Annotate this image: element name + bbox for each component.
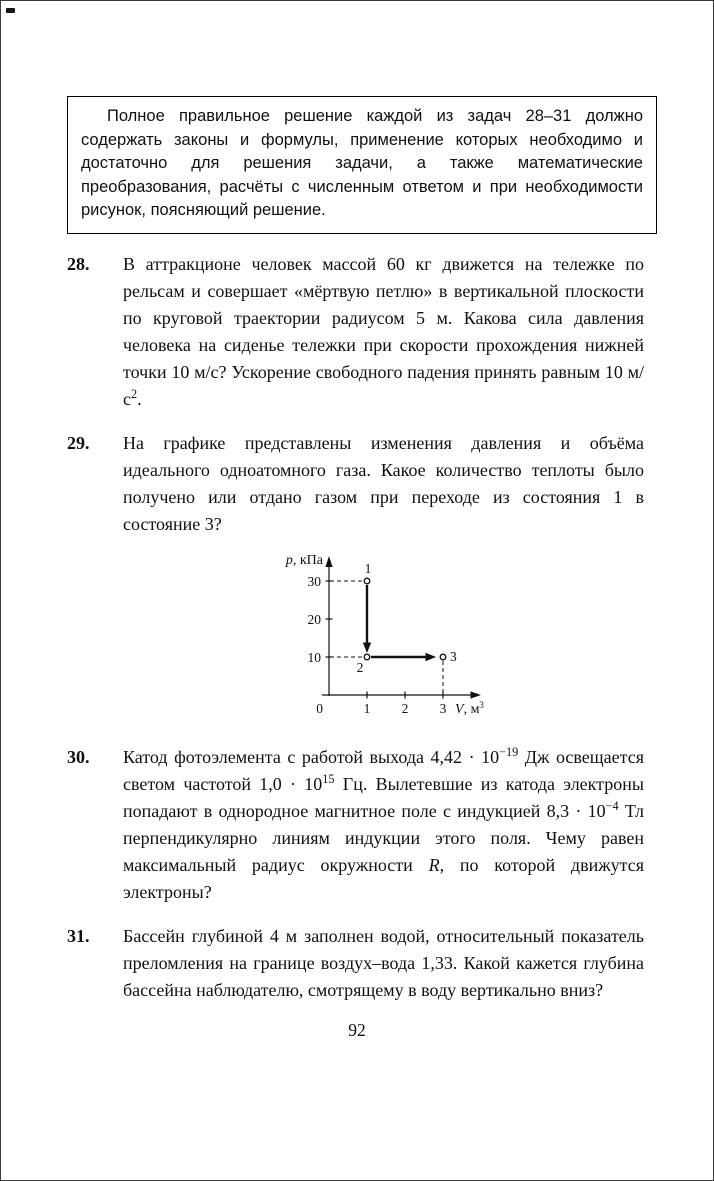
- point-2-label: 2: [356, 659, 364, 675]
- problem-text: Катод фотоэлемента с работой выхода $4,42 \cdot 10^{-19}$ Дж освещается светом частотой $1,0 \cdot 10^{15}$ Гц. Вылетевшие из катода электроны попадают в однородное магнитное поле с индукцией $8,3 \cdot 10^{-4}$ Тл перпендикулярно линиям индукции этого поля. Чему равен максимальный радиус окружности R, по которой движутся электроны?: [123, 744, 644, 902]
- guide-lines: [330, 581, 443, 694]
- y-axis-arrow-icon: [325, 556, 332, 567]
- y-axis-label: p, кПа: [285, 552, 323, 568]
- problem-body: [123, 923, 644, 1004]
- problem-text: В аттракционе человек массой 60 кг движется на тележке по рельсам и совершает «мёртвую петлю» в вертикальной плоскости по круговой траектории радиусом 5 м. Какова сила давления человека на сиденье тележки при скорости прохождения нижней точки 10 м/с? Ускорение свободного падения принять равным 10 $м/с^2$.: [123, 253, 644, 409]
- problem-28: [67, 251, 644, 413]
- problem-29: [67, 430, 644, 727]
- point-3-label: 3: [450, 648, 457, 664]
- arrow-1-2-head-icon: [363, 642, 371, 653]
- problem-body: [123, 744, 644, 906]
- origin-label: 0: [316, 700, 323, 716]
- state-points: [364, 578, 446, 660]
- problem-number: 29.: [67, 432, 90, 453]
- x-tick-2: 2: [401, 700, 409, 716]
- x-axis-arrow-icon: [471, 691, 482, 698]
- problem-number: 30.: [67, 746, 90, 767]
- scan-artifact: [6, 8, 15, 13]
- problem-text: На графике представлены изменения давления и объёма идеального одноатомного газа. Какое количество теплоты было получено или отдано газом при переходе из состояния 1 в состояние 3?: [123, 432, 644, 534]
- instruction-box: [67, 96, 657, 234]
- arrow-2-3-head-icon: [426, 652, 437, 660]
- x-tick-1: 1: [363, 700, 371, 716]
- pv-diagram-figure: [273, 550, 509, 727]
- problem-body: [123, 430, 644, 727]
- problem-text: Бассейн глубиной 4 м заполнен водой, относительный показатель преломления на границе воздух–вода 1,33. Какой кажется глубина бассейна наблюдателю, смотрящему в воду вертикально вниз?: [123, 925, 644, 1000]
- pv-diagram-svg: [273, 550, 509, 722]
- problem-30: [67, 744, 644, 906]
- instruction-text: Полное правильное решение каждой из задач 28–31 должно содержать законы и формулы, применение которых необходимо и достаточно для решения задачи, а также математические преобразования, расчёты с численным ответом и при необходимости рисунок, поясняющий решение.: [81, 107, 643, 219]
- y-tick-30: 30: [307, 573, 321, 589]
- x-axis-label: V, $м^3$: [455, 699, 484, 717]
- y-tick-10: 10: [307, 649, 321, 665]
- point-1-label: 1: [364, 560, 372, 576]
- problem-number: 31.: [67, 925, 90, 946]
- y-tick-20: 20: [307, 611, 321, 627]
- problem-number: 28.: [67, 253, 90, 274]
- axes: [322, 565, 472, 699]
- process-arrows: [367, 585, 426, 657]
- problem-body: [123, 251, 644, 413]
- x-tick-3: 3: [439, 700, 447, 716]
- page-number: 92: [348, 1019, 366, 1040]
- figure-text: [285, 553, 485, 717]
- problem-31: [67, 923, 644, 1004]
